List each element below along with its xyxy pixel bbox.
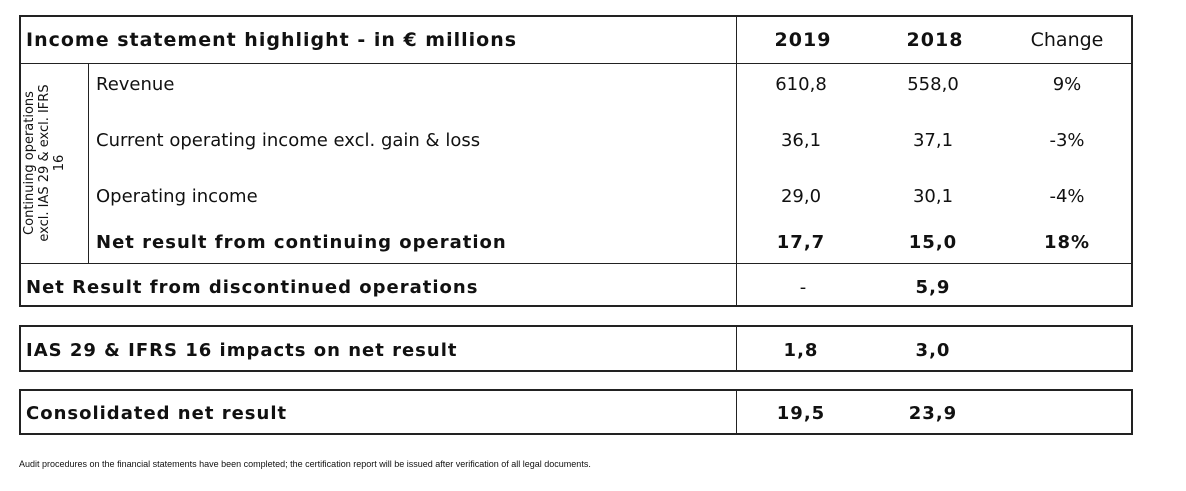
impacts-value-2019: 1,8 bbox=[783, 340, 819, 361]
consolidated-label: Consolidated net result bbox=[26, 403, 288, 424]
row-value-2019: 29,0 bbox=[780, 186, 822, 207]
col-header-2019: 2019 bbox=[774, 29, 832, 51]
row-value-2019: - bbox=[799, 277, 807, 298]
consolidated-divider bbox=[736, 389, 737, 435]
value-column-divider bbox=[736, 15, 737, 307]
continuing-divider bbox=[19, 263, 1133, 264]
row-value-change: -4% bbox=[1049, 186, 1085, 207]
col-header-2018: 2018 bbox=[906, 29, 964, 51]
row-value-2018: 558,0 bbox=[907, 74, 959, 95]
side-label-continuing bbox=[22, 68, 67, 258]
side-label-divider bbox=[88, 63, 89, 263]
row-value-2018: 15,0 bbox=[908, 232, 958, 253]
row-value-change: 9% bbox=[1052, 74, 1082, 95]
row-label-revenue: Revenue bbox=[96, 74, 175, 95]
row-label-net-result-continuing: Net result from continuing operation bbox=[96, 232, 507, 253]
row-value-change: 18% bbox=[1043, 232, 1091, 253]
row-value-2019: 610,8 bbox=[775, 74, 827, 95]
row-label-current-operating-income: Current operating income excl. gain & loss bbox=[96, 130, 481, 151]
impacts-label: IAS 29 & IFRS 16 impacts on net result bbox=[26, 340, 458, 361]
row-value-2019: 36,1 bbox=[780, 130, 822, 151]
table-title: Income statement highlight - in € millions bbox=[26, 29, 518, 51]
row-value-2019: 17,7 bbox=[776, 232, 826, 253]
col-header-change: Change bbox=[1030, 29, 1104, 51]
row-value-2018: 30,1 bbox=[912, 186, 954, 207]
impacts-value-2018: 3,0 bbox=[915, 340, 951, 361]
side-label-line3: 16 bbox=[52, 154, 67, 172]
row-value-2018: 37,1 bbox=[912, 130, 954, 151]
impacts-divider bbox=[736, 325, 737, 372]
row-label-operating-income: Operating income bbox=[96, 186, 258, 207]
side-label-line1: Continuing operations bbox=[22, 91, 37, 235]
consolidated-value-2019: 19,5 bbox=[776, 403, 826, 424]
side-label-line2: excl. IAS 29 & excl. IFRS bbox=[37, 84, 52, 242]
row-label-discontinued: Net Result from discontinued operations bbox=[26, 277, 479, 298]
row-value-change: -3% bbox=[1049, 130, 1085, 151]
row-value-2018: 5,9 bbox=[915, 277, 951, 298]
header-divider bbox=[19, 63, 1133, 64]
footnote: Audit procedures on the financial statements have been completed; the certification report will be issued after verification of all legal documents. bbox=[19, 459, 591, 469]
consolidated-value-2018: 23,9 bbox=[908, 403, 958, 424]
